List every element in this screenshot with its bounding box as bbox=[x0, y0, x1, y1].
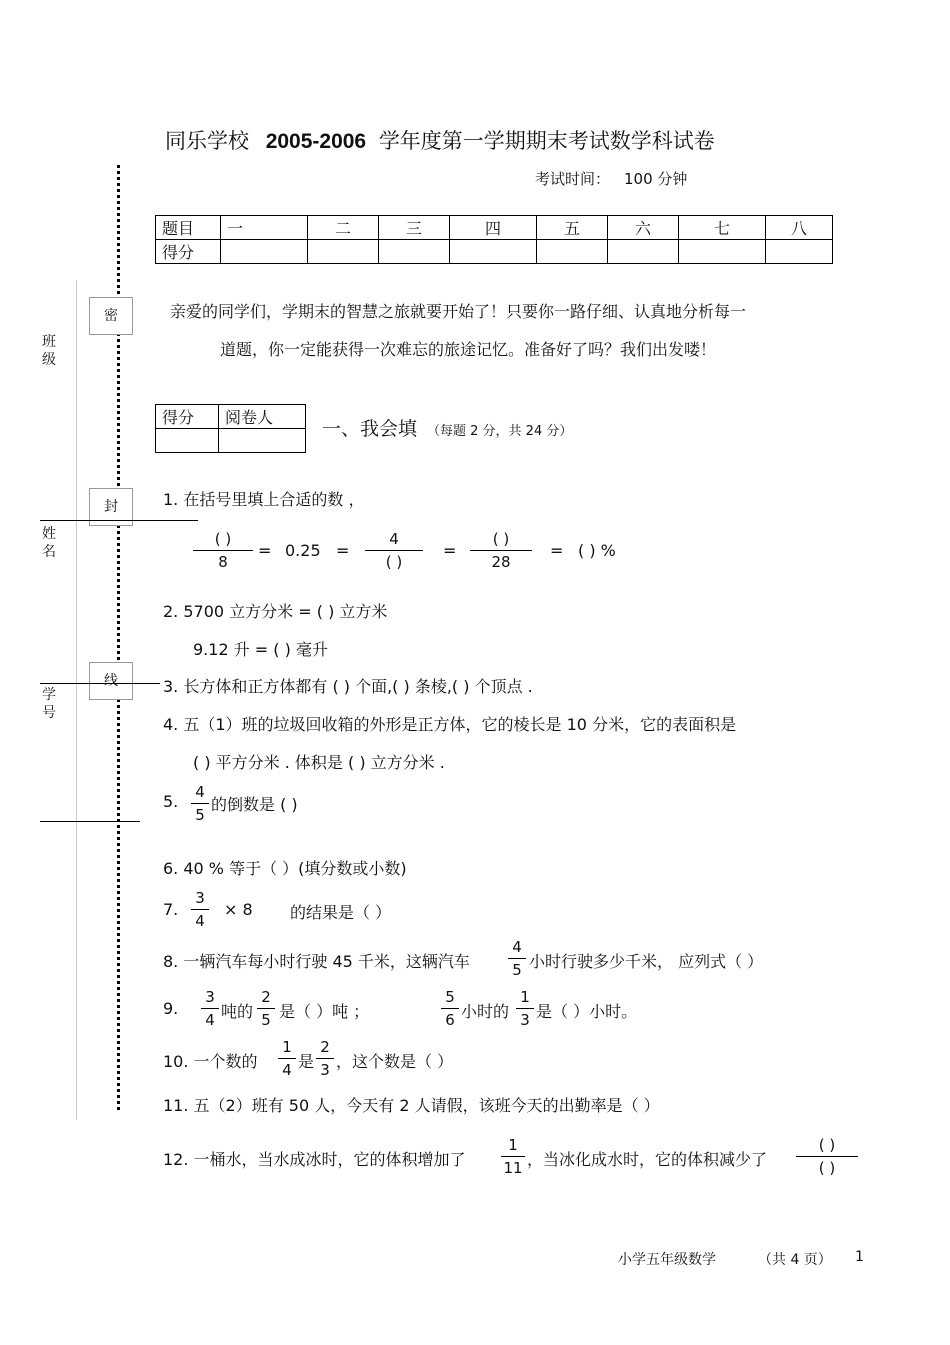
question-7-number: 7. bbox=[163, 900, 179, 919]
q12-fraction: 1 11 bbox=[501, 1136, 525, 1177]
score-header-cell: 四 bbox=[450, 216, 537, 240]
score-cell bbox=[679, 240, 766, 264]
question-8b: 小时行驶多少千米， 应列式（ ） bbox=[529, 952, 764, 971]
equals-sign: = bbox=[443, 541, 457, 560]
question-10b: 是 bbox=[298, 1052, 315, 1071]
exam-title: 同乐学校 2005-2006 学年度第一学期期末考试数学科试卷 bbox=[165, 129, 715, 153]
grader-score-label: 得分 bbox=[156, 405, 219, 429]
q9-fraction-4: 1 3 bbox=[516, 988, 534, 1029]
score-header-cell: 七 bbox=[679, 216, 766, 240]
grader-name-label: 阅卷人 bbox=[219, 405, 306, 429]
q9-text-2: 是（ ）吨 ； bbox=[279, 1002, 370, 1021]
q1-value: 0.25 bbox=[285, 541, 321, 560]
score-row-label: 得分 bbox=[156, 240, 221, 264]
footer-pages: （共 4 页） bbox=[758, 1252, 832, 1268]
intro-line-2: 道题，你一定能获得一次难忘的旅途记忆。准备好了吗？我们出发喽！ bbox=[220, 340, 717, 359]
id-blank-line-2 bbox=[40, 821, 140, 822]
seal-mark-mi: 密 bbox=[89, 297, 133, 335]
id-blank-line bbox=[40, 683, 160, 684]
section-title: 一、我会填 （每题 2 分，共 24 分） bbox=[322, 418, 573, 440]
question-4b: ( ) 平方分米 . 体积是 ( ) 立方分米 . bbox=[193, 753, 445, 772]
question-8a: 8. 一辆汽车每小时行驶 45 千米，这辆汽车 bbox=[163, 952, 470, 971]
q9-text-4: 是（ ）小时。 bbox=[536, 1002, 638, 1021]
q9-fraction-1: 3 4 bbox=[201, 988, 219, 1029]
score-cell bbox=[608, 240, 679, 264]
score-cell bbox=[308, 240, 379, 264]
q1-fraction-3: ( ) 28 bbox=[470, 530, 532, 571]
footer-course: 小学五年级数学 bbox=[618, 1252, 716, 1268]
intro-line-1: 亲爱的同学们，学期末的智慧之旅就要开始了！只要你一路仔细、认真地分析每一 bbox=[170, 302, 747, 321]
score-cell bbox=[766, 240, 833, 264]
exam-time: 考试时间： 100 分钟 bbox=[535, 170, 688, 188]
class-label: 班级 bbox=[42, 334, 56, 368]
q8-fraction: 4 5 bbox=[508, 938, 526, 979]
score-header-cell: 三 bbox=[379, 216, 450, 240]
student-id-label: 学号 bbox=[42, 687, 56, 721]
question-9-number: 9. bbox=[163, 999, 179, 1018]
q7-multiply: × 8 bbox=[224, 900, 253, 919]
question-7: 的结果是（ ） bbox=[290, 903, 392, 922]
name-label: 姓名 bbox=[42, 526, 56, 560]
question-5-number: 5. bbox=[163, 792, 179, 811]
question-10a: 10. 一个数的 bbox=[163, 1052, 258, 1071]
q9-fraction-3: 5 6 bbox=[441, 988, 459, 1029]
grader-cell bbox=[156, 429, 219, 453]
seal-mark-feng: 封 bbox=[89, 488, 133, 526]
question-1: 1. 在括号里填上合适的数 ， bbox=[163, 490, 365, 509]
q10-fraction-2: 2 3 bbox=[316, 1038, 334, 1079]
question-6: 6. 40 % 等于（ ）(填分数或小数) bbox=[163, 859, 407, 878]
score-header-cell: 题目 bbox=[156, 216, 221, 240]
q12-answer-fraction: ( ) ( ) bbox=[796, 1136, 858, 1177]
score-header-cell: 八 bbox=[766, 216, 833, 240]
score-cell bbox=[537, 240, 608, 264]
q9-text-3: 小时的 bbox=[461, 1002, 510, 1021]
question-4a: 4. 五（1）班的垃圾回收箱的外形是正方体，它的棱长是 10 分米，它的表面积是 bbox=[163, 715, 737, 734]
equals-sign: = bbox=[336, 541, 350, 560]
q5-fraction: 4 5 bbox=[191, 783, 209, 824]
question-2a: 2. 5700 立方分米 = ( ) 立方米 bbox=[163, 602, 388, 621]
question-12a: 12. 一桶水，当水成冰时，它的体积增加了 bbox=[163, 1150, 466, 1169]
q10-fraction-1: 1 4 bbox=[278, 1038, 296, 1079]
name-blank-line bbox=[40, 520, 198, 521]
q1-fraction-2: 4 ( ) bbox=[365, 530, 423, 571]
q7-fraction: 3 4 bbox=[191, 889, 209, 930]
q9-fraction-2: 2 5 bbox=[257, 988, 275, 1029]
score-cell bbox=[450, 240, 537, 264]
equals-sign: = bbox=[258, 541, 272, 560]
score-header-cell: 二 bbox=[308, 216, 379, 240]
score-header-cell: 一 bbox=[221, 216, 308, 240]
equals-sign: = bbox=[550, 541, 564, 560]
question-5: 的倒数是 ( ) bbox=[211, 795, 298, 814]
q9-text-1: 吨的 bbox=[221, 1002, 254, 1021]
margin-rule bbox=[76, 280, 77, 1120]
page-number: 1 bbox=[855, 1249, 864, 1265]
grader-cell bbox=[219, 429, 306, 453]
question-2b: 9.12 升 = ( ) 毫升 bbox=[193, 640, 328, 659]
question-3: 3. 长方体和正方体都有 ( ) 个面,( ) 条棱,( ) 个顶点 . bbox=[163, 677, 533, 696]
score-header-cell: 六 bbox=[608, 216, 679, 240]
score-cell bbox=[379, 240, 450, 264]
score-table bbox=[155, 215, 833, 264]
question-12b: ，当冰化成水时，它的体积减少了 bbox=[527, 1150, 768, 1169]
score-cell bbox=[221, 240, 308, 264]
score-header-cell: 五 bbox=[537, 216, 608, 240]
grader-table bbox=[155, 404, 306, 453]
q1-percent: ( ) % bbox=[578, 541, 616, 560]
seal-mark-xian: 线 bbox=[89, 662, 133, 700]
question-10c: ，这个数是（ ） bbox=[336, 1052, 454, 1071]
q1-fraction-1: ( ) 8 bbox=[193, 530, 253, 571]
question-11: 11. 五（2）班有 50 人，今天有 2 人请假，该班今天的出勤率是（ ） bbox=[163, 1096, 660, 1115]
